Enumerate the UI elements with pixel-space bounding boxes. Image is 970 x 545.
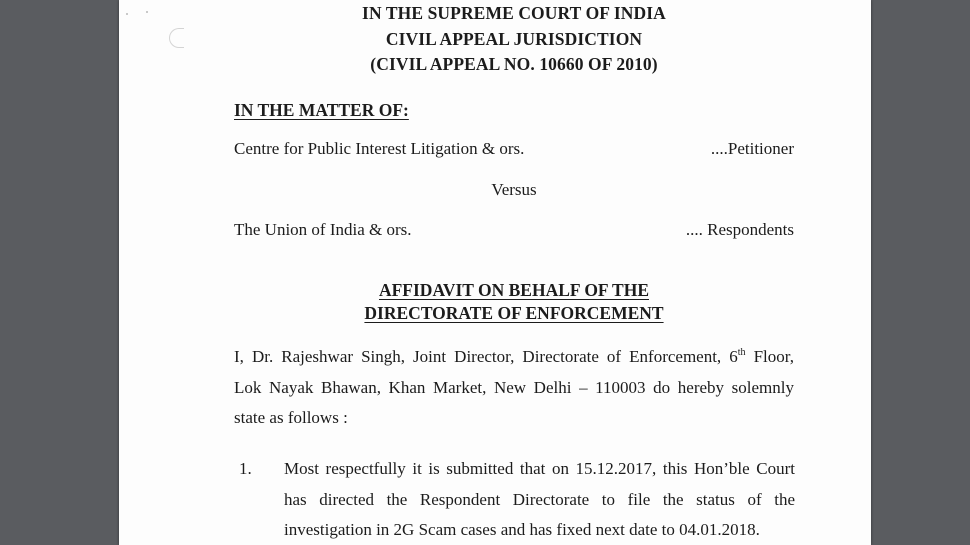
respondent-role: .... Respondents: [685, 220, 794, 239]
ordinal-suffix: th: [737, 347, 746, 358]
affidavit-title-line-1: AFFIDAVIT ON BEHALF OF THE: [378, 280, 649, 300]
versus-label: Versus: [491, 180, 537, 199]
petitioner-role: ....Petitioner: [710, 139, 794, 158]
document-page: [119, 0, 871, 545]
court-name: IN THE SUPREME COURT OF INDIA: [362, 3, 666, 23]
respondent-name: The Union of India & ors.: [234, 220, 412, 239]
jurisdiction: CIVIL APPEAL JURISDICTION: [385, 29, 643, 49]
intro-line-1: I, Dr. Rajeshwar Singh, Joint Director, Directorate of Enforcement, 6th Floor,: [234, 347, 794, 366]
in-the-matter-heading: IN THE MATTER OF:: [234, 100, 409, 120]
paragraph-line: Most respectfully it is submitted that on 15.12.2017, this Hon’ble Court: [284, 459, 795, 478]
paragraph-number: 1.: [239, 459, 252, 478]
case-number: (CIVIL APPEAL NO. 10660 OF 2010): [370, 54, 658, 74]
paragraph-line: has directed the Respondent Directorate to file the status of the: [284, 490, 795, 509]
paragraph-line: investigation in 2G Scam cases and has fixed next date to 04.01.2018.: [284, 520, 760, 539]
intro-line-3: state as follows :: [234, 408, 348, 427]
petitioner-name: Centre for Public Interest Litigation & ors.: [234, 139, 525, 158]
affidavit-title-line-2: DIRECTORATE OF ENFORCEMENT: [364, 303, 664, 323]
intro-line-2: Lok Nayak Bhawan, Khan Market, New Delhi – 110003 do hereby solemnly: [234, 378, 794, 397]
